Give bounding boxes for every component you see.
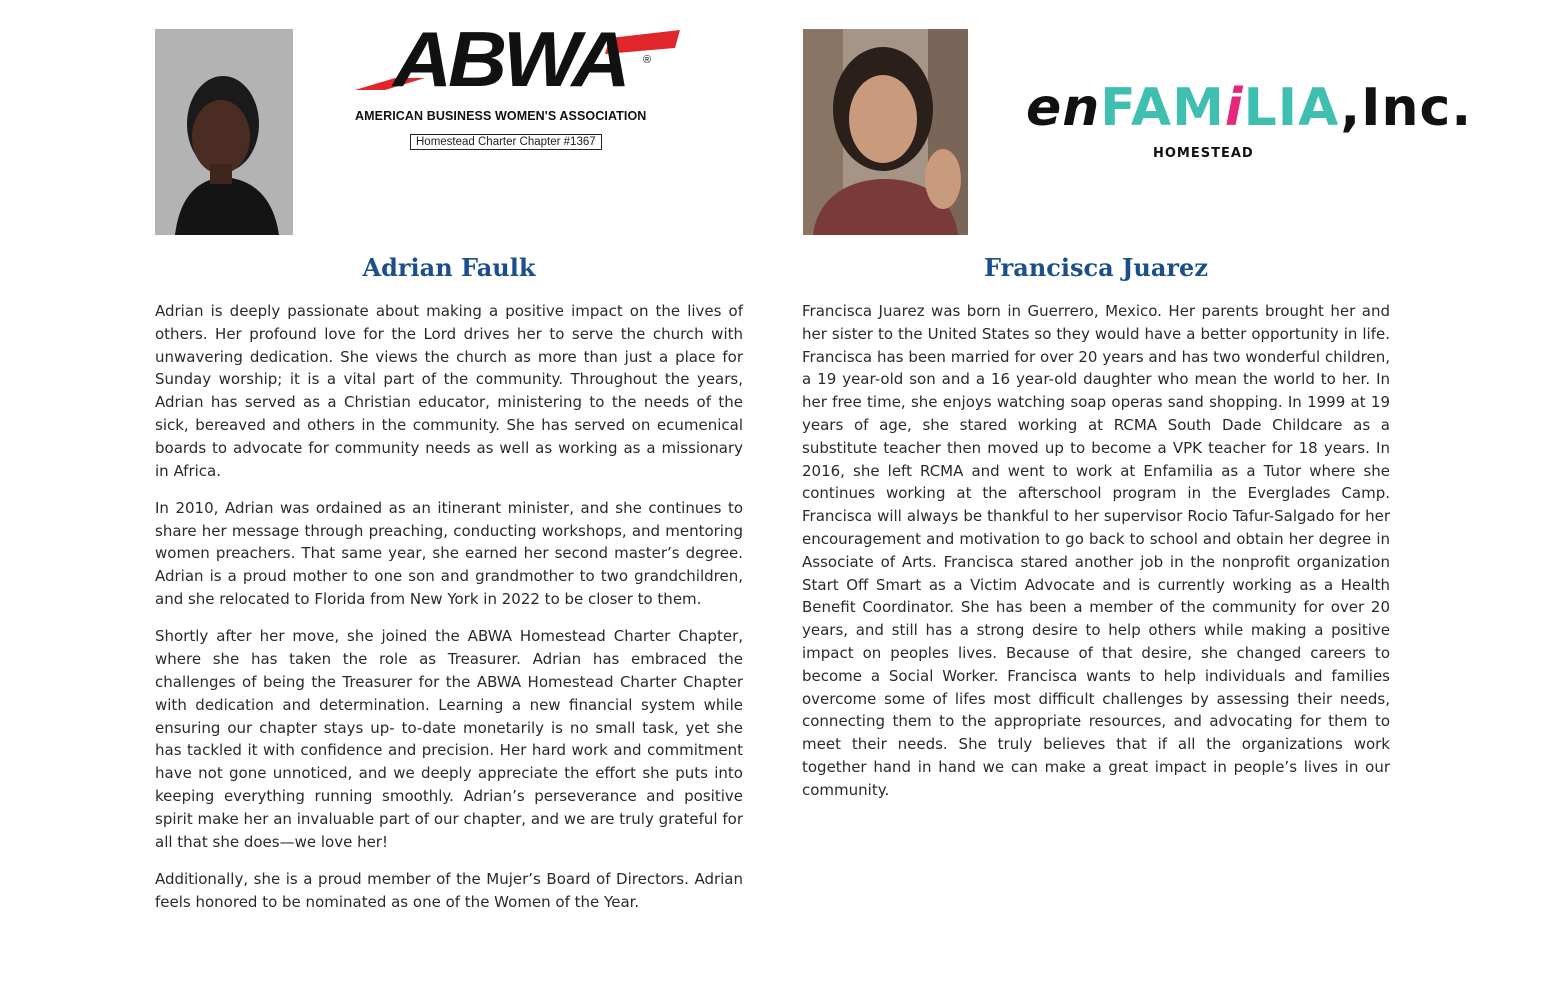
bio-francisca [802,300,1390,816]
abwa-chapter-label: Homestead Charter Chapter #1367 [410,134,602,150]
bio-paragraph: In 2010, Adrian was ordained as an itinerant minister, and she continues to share her message through preaching, conducting workshops, and mentoring women preachers. That same year, she earned her second master’s degree. Adrian is a proud mother to one son and grandmother to two grandchildren, and she relocated to Florida from New York in 2022 to be closer to them. [155,498,743,609]
enfamilia-logo-en: en [1026,78,1101,138]
enfamilia-logo-inc: ,Inc. [1340,78,1473,138]
abwa-logo [355,15,680,160]
bio-paragraph: Additionally, she is a proud member of the Mujer’s Board of Directors. Adrian feels honored to be nominated as one of the Women of the Year. [155,869,743,911]
adrian-faulk-photo [155,29,293,235]
enfamilia-logo [1026,78,1473,172]
abwa-full-name: AMERICAN BUSINESS WOMEN'S ASSOCIATION [355,109,647,123]
portrait-illustration [155,29,293,235]
enfamilia-logo-fam: FAM [1100,78,1225,138]
portrait-illustration [803,29,968,235]
bio-adrian [155,300,743,928]
enfamilia-logo-i: i [1224,78,1244,138]
abwa-wordmark: ABWA [393,15,627,103]
profile-name-adrian: Adrian Faulk [362,253,536,282]
bio-paragraph: Adrian is deeply passionate about making a positive impact on the lives of others. Her profound love for the Lord drives her to serve the church with unwavering dedication. She views the church as more than just a place for Sunday worship; it is a vital part of the community. Throughout the years, Adrian has served as a Christian educator, ministering to the needs of the sick, bereaved and others in the community. She has served on ecumenical boards to advocate for community needs as well as working as a missionary in Africa. [155,302,743,480]
registered-mark: ® [643,54,652,66]
profile-name-francisca: Francisca Juarez [984,253,1208,282]
bio-paragraph: Francisca Juarez was born in Guerrero, Mexico. Her parents brought her and her sister to the United States so they would have a better opportunity in life. Francisca has been married for over 20 years and has two wonderful children, a 19 year-old son and a 16 year-old daughter who mean the world to her. In her free time, she enjoys watching soap operas sand shopping. In 1999 at 19 years of age, she stared working at RCMA South Dade Childcare as a substitute teacher then moved up to become a VPK teacher for 18 years. In 2016, she left RCMA and went to work at Enfamilia as a Tutor where she continues working at the afterschool program in the Everglades Camp. Francisca will always be thankful to her supervisor Rocio Tafur-Salgado for her encouragement and motivation to go back to school and obtain her degree in Associate of Arts. Francisca stared another job in the nonprofit organization Start Off Smart as a Victim Advocate and is currently working as a Health Benefit Coordinator. She has been a member of the community for over 20 years, and still has a strong desire to help others while making a positive impact on peoples lives. Because of that desire, she changed careers to become a Social Worker. Francisca wants to help individuals and families overcome some of lifes most difficult challenges by assessing their needs, connecting them to the appropriate resources, and advocating for them to meet their needs. She truly believes that if all the organizations work together hand in hand we can make a great impact in people’s lives in our community. [802,302,1390,799]
bio-paragraph: Shortly after her move, she joined the ABWA Homestead Charter Chapter, where she has taken the role as Treasurer. Adrian has embraced the challenges of being the Treasurer for the ABWA Homestead Charter Chapter with dedication and determination. Learning a new financial system while ensuring our chapter stays up- to-date monetarily is no small task, yet she has tackled it with confidence and precision. Her hard work and commitment have not gone unnoticed, and we deeply appreciate the effort she puts into keeping everything running smoothly. Adrian’s perseverance and positive spirit make her an invaluable part of our chapter, and we are truly grateful for all that she does—we love her! [155,627,743,851]
enfamilia-logo-subtitle: HOMESTEAD [1153,146,1254,161]
enfamilia-logo-lia: LIA [1243,78,1341,138]
francisca-juarez-photo [803,29,968,235]
